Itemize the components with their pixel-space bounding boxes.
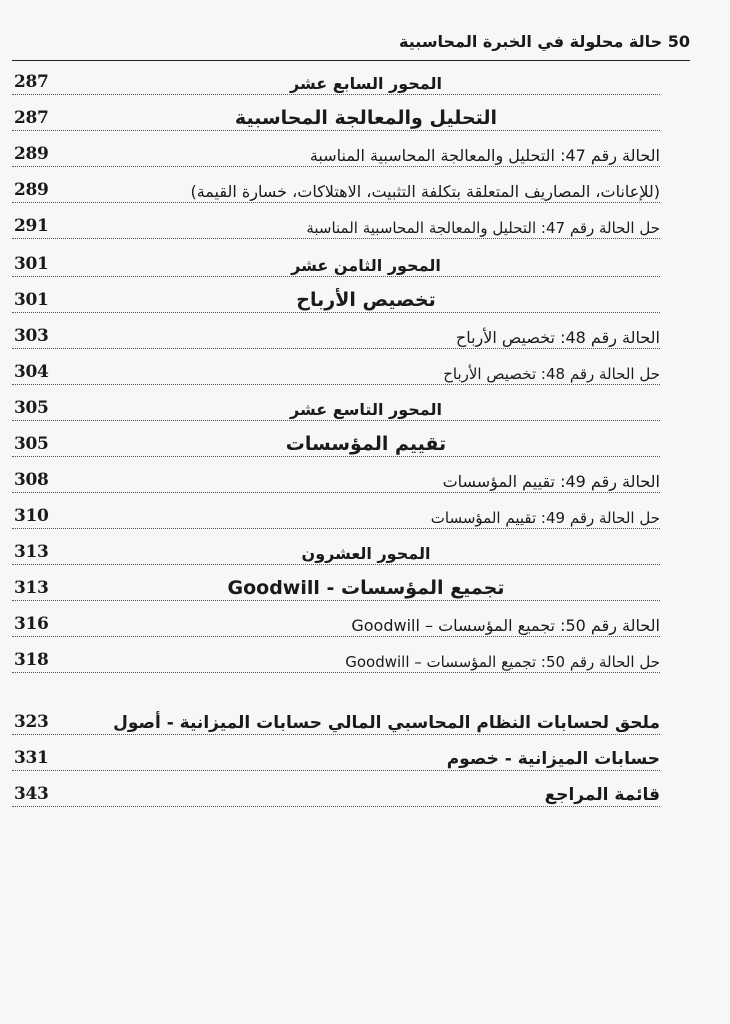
running-header — [12, 30, 690, 61]
entry-text: قائمة المراجع — [544, 785, 660, 805]
toc-row — [12, 426, 660, 457]
entry-text: تخصيص الأرباح — [296, 289, 436, 311]
toc-row — [12, 462, 660, 493]
page-number: 318 — [14, 650, 49, 670]
page-number: 331 — [14, 748, 49, 768]
entry-text: التحليل والمعالجة المحاسبية — [234, 107, 498, 129]
entry-text: الحالة رقم 48: تخصيص الأرباح — [455, 328, 660, 347]
entry-text: ملحق لحسابات النظام المحاسبي المالي حسابات الميزانية - أصول — [113, 713, 660, 733]
entry-text: الحالة رقم 50: تجميع المؤسسات – Goodwill — [351, 616, 660, 635]
entry-text: المحور التاسع عشر — [290, 400, 442, 419]
entry-text: تقييم المؤسسات — [285, 433, 447, 455]
toc-row — [12, 136, 660, 167]
page-number: 301 — [14, 254, 49, 274]
entry-text: المحور العشرون — [301, 544, 431, 563]
page-number: 287 — [14, 72, 49, 92]
page-number: 310 — [14, 506, 49, 526]
page-number: 323 — [14, 712, 49, 732]
toc-row — [12, 704, 660, 735]
entry-text: حل الحالة رقم 49: تقييم المؤسسات — [430, 509, 660, 527]
page-number: 289 — [14, 180, 49, 200]
entry-text: المحور السابع عشر — [289, 74, 442, 93]
page-number: 316 — [14, 614, 49, 634]
toc-row — [12, 172, 660, 203]
toc-row — [12, 390, 660, 421]
page-number: 343 — [14, 784, 49, 804]
entry-text: (للإعانات، المصاريف المتعلقة بتكلفة التثبيت، الاهتلاكات، خسارة القيمة) — [190, 182, 660, 201]
entry-text: حسابات الميزانية - خصوم — [446, 749, 660, 769]
page-number: 313 — [14, 542, 49, 562]
page-number: 303 — [14, 326, 49, 346]
toc-row — [12, 642, 660, 673]
toc-row — [12, 318, 660, 349]
toc-row — [12, 776, 660, 807]
toc-row — [12, 740, 660, 771]
book-title: 50 حالة محلولة في الخبرة المحاسبية — [399, 32, 690, 51]
entry-text: المحور الثامن عشر — [291, 256, 441, 275]
toc-row — [12, 498, 660, 529]
entry-text: تجميع المؤسسات - Goodwill — [227, 577, 505, 599]
toc-row — [12, 606, 660, 637]
toc-row — [12, 246, 660, 277]
toc-row — [12, 100, 660, 131]
page-number: 305 — [14, 434, 49, 454]
page-number: 289 — [14, 144, 49, 164]
page-number: 305 — [14, 398, 49, 418]
page-number: 308 — [14, 470, 49, 490]
toc-row — [12, 208, 660, 239]
entry-text: الحالة رقم 49: تقييم المؤسسات — [442, 472, 660, 491]
toc-row — [12, 64, 660, 95]
toc-row — [12, 282, 660, 313]
page-number: 301 — [14, 290, 49, 310]
toc-row — [12, 354, 660, 385]
page-number: 291 — [14, 216, 49, 236]
page-number: 304 — [14, 362, 49, 382]
entry-text: حل الحالة رقم 50: تجميع المؤسسات – Goodwill — [345, 653, 660, 671]
entry-text: حل الحالة رقم 47: التحليل والمعالجة المحاسبية المناسبة — [306, 219, 660, 237]
entry-text: حل الحالة رقم 48: تخصيص الأرباح — [443, 365, 660, 383]
entry-text: الحالة رقم 47: التحليل والمعالجة المحاسبية المناسبة — [309, 146, 660, 165]
toc-row — [12, 570, 660, 601]
page-number: 287 — [14, 108, 49, 128]
toc-row — [12, 534, 660, 565]
page-number: 313 — [14, 578, 49, 598]
